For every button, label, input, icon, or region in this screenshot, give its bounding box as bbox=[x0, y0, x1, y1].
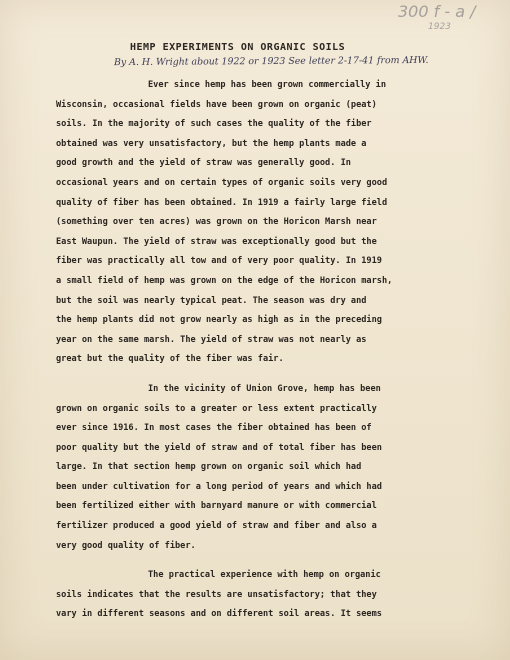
text-line: vary in different seasons and on different soil areas. It seems bbox=[56, 609, 382, 620]
document-body bbox=[56, 76, 486, 625]
pencil-year-note: 1923 bbox=[428, 22, 451, 32]
text-line: a small field of hemp was grown on the edge of the Horicon marsh, bbox=[56, 275, 393, 286]
text-line: In the vicinity of Union Grove, hemp has been bbox=[148, 383, 381, 394]
text-line: quality of fiber has been obtained. In 1919 a fairly large field bbox=[56, 197, 388, 208]
text-line: been fertilized either with barnyard manure or with commercial bbox=[56, 501, 377, 512]
text-line: Ever since hemp has been grown commercially in bbox=[148, 80, 386, 90]
text-line: grown on organic soils to a greater or less extent practically bbox=[56, 403, 377, 414]
text-line: large. In that section hemp grown on organic soil which had bbox=[56, 462, 362, 473]
text-line: year on the same marsh. The yield of straw was not nearly as bbox=[56, 334, 367, 345]
text-line: the hemp plants did not grow nearly as high as in the preceding bbox=[56, 315, 382, 326]
text-line: ever since 1916. In most cases the fiber obtained has been of bbox=[56, 423, 372, 434]
text-line: very good quality of fiber. bbox=[56, 540, 196, 551]
text-line: fertilizer produced a good yield of straw and fiber and also a bbox=[56, 521, 377, 532]
text-line: The practical experience with hemp on organic bbox=[148, 570, 381, 581]
text-line: soils. In the majority of such cases the quality of the fiber bbox=[56, 119, 372, 130]
text-line: but the soil was nearly typical peat. The season was dry and bbox=[56, 295, 367, 306]
text-line: (something over ten acres) was grown on the Horicon Marsh near bbox=[56, 217, 377, 228]
text-line: occasional years and on certain types of organic soils very good bbox=[56, 177, 388, 188]
pencil-file-note: 300 f - a / bbox=[398, 2, 476, 21]
document-title: HEMP EXPERIMENTS ON ORGANIC SOILS bbox=[130, 42, 346, 53]
text-line: poor quality but the yield of straw and of total fiber has been bbox=[56, 442, 382, 453]
text-line: great but the quality of the fiber was fair. bbox=[56, 354, 284, 365]
text-line: obtained was very unsatisfactory, but the hemp plants made a bbox=[56, 138, 367, 149]
text-line: been under cultivation for a long period of years and which had bbox=[56, 481, 382, 492]
text-line: Wisconsin, occasional fields have been grown on organic (peat) bbox=[56, 99, 377, 110]
text-line: good growth and the yield of straw was generally good. In bbox=[56, 158, 351, 169]
text-line: fiber was practically all tow and of very poor quality. In 1919 bbox=[56, 256, 382, 267]
text-line: East Waupun. The yield of straw was exceptionally good but the bbox=[56, 236, 377, 247]
text-line: soils indicates that the results are unsatisfactory; that they bbox=[56, 589, 377, 600]
handwritten-annotation: By A. H. Wright about 1922 or 1923 See letter 2-17-41 from AHW. bbox=[113, 54, 429, 69]
